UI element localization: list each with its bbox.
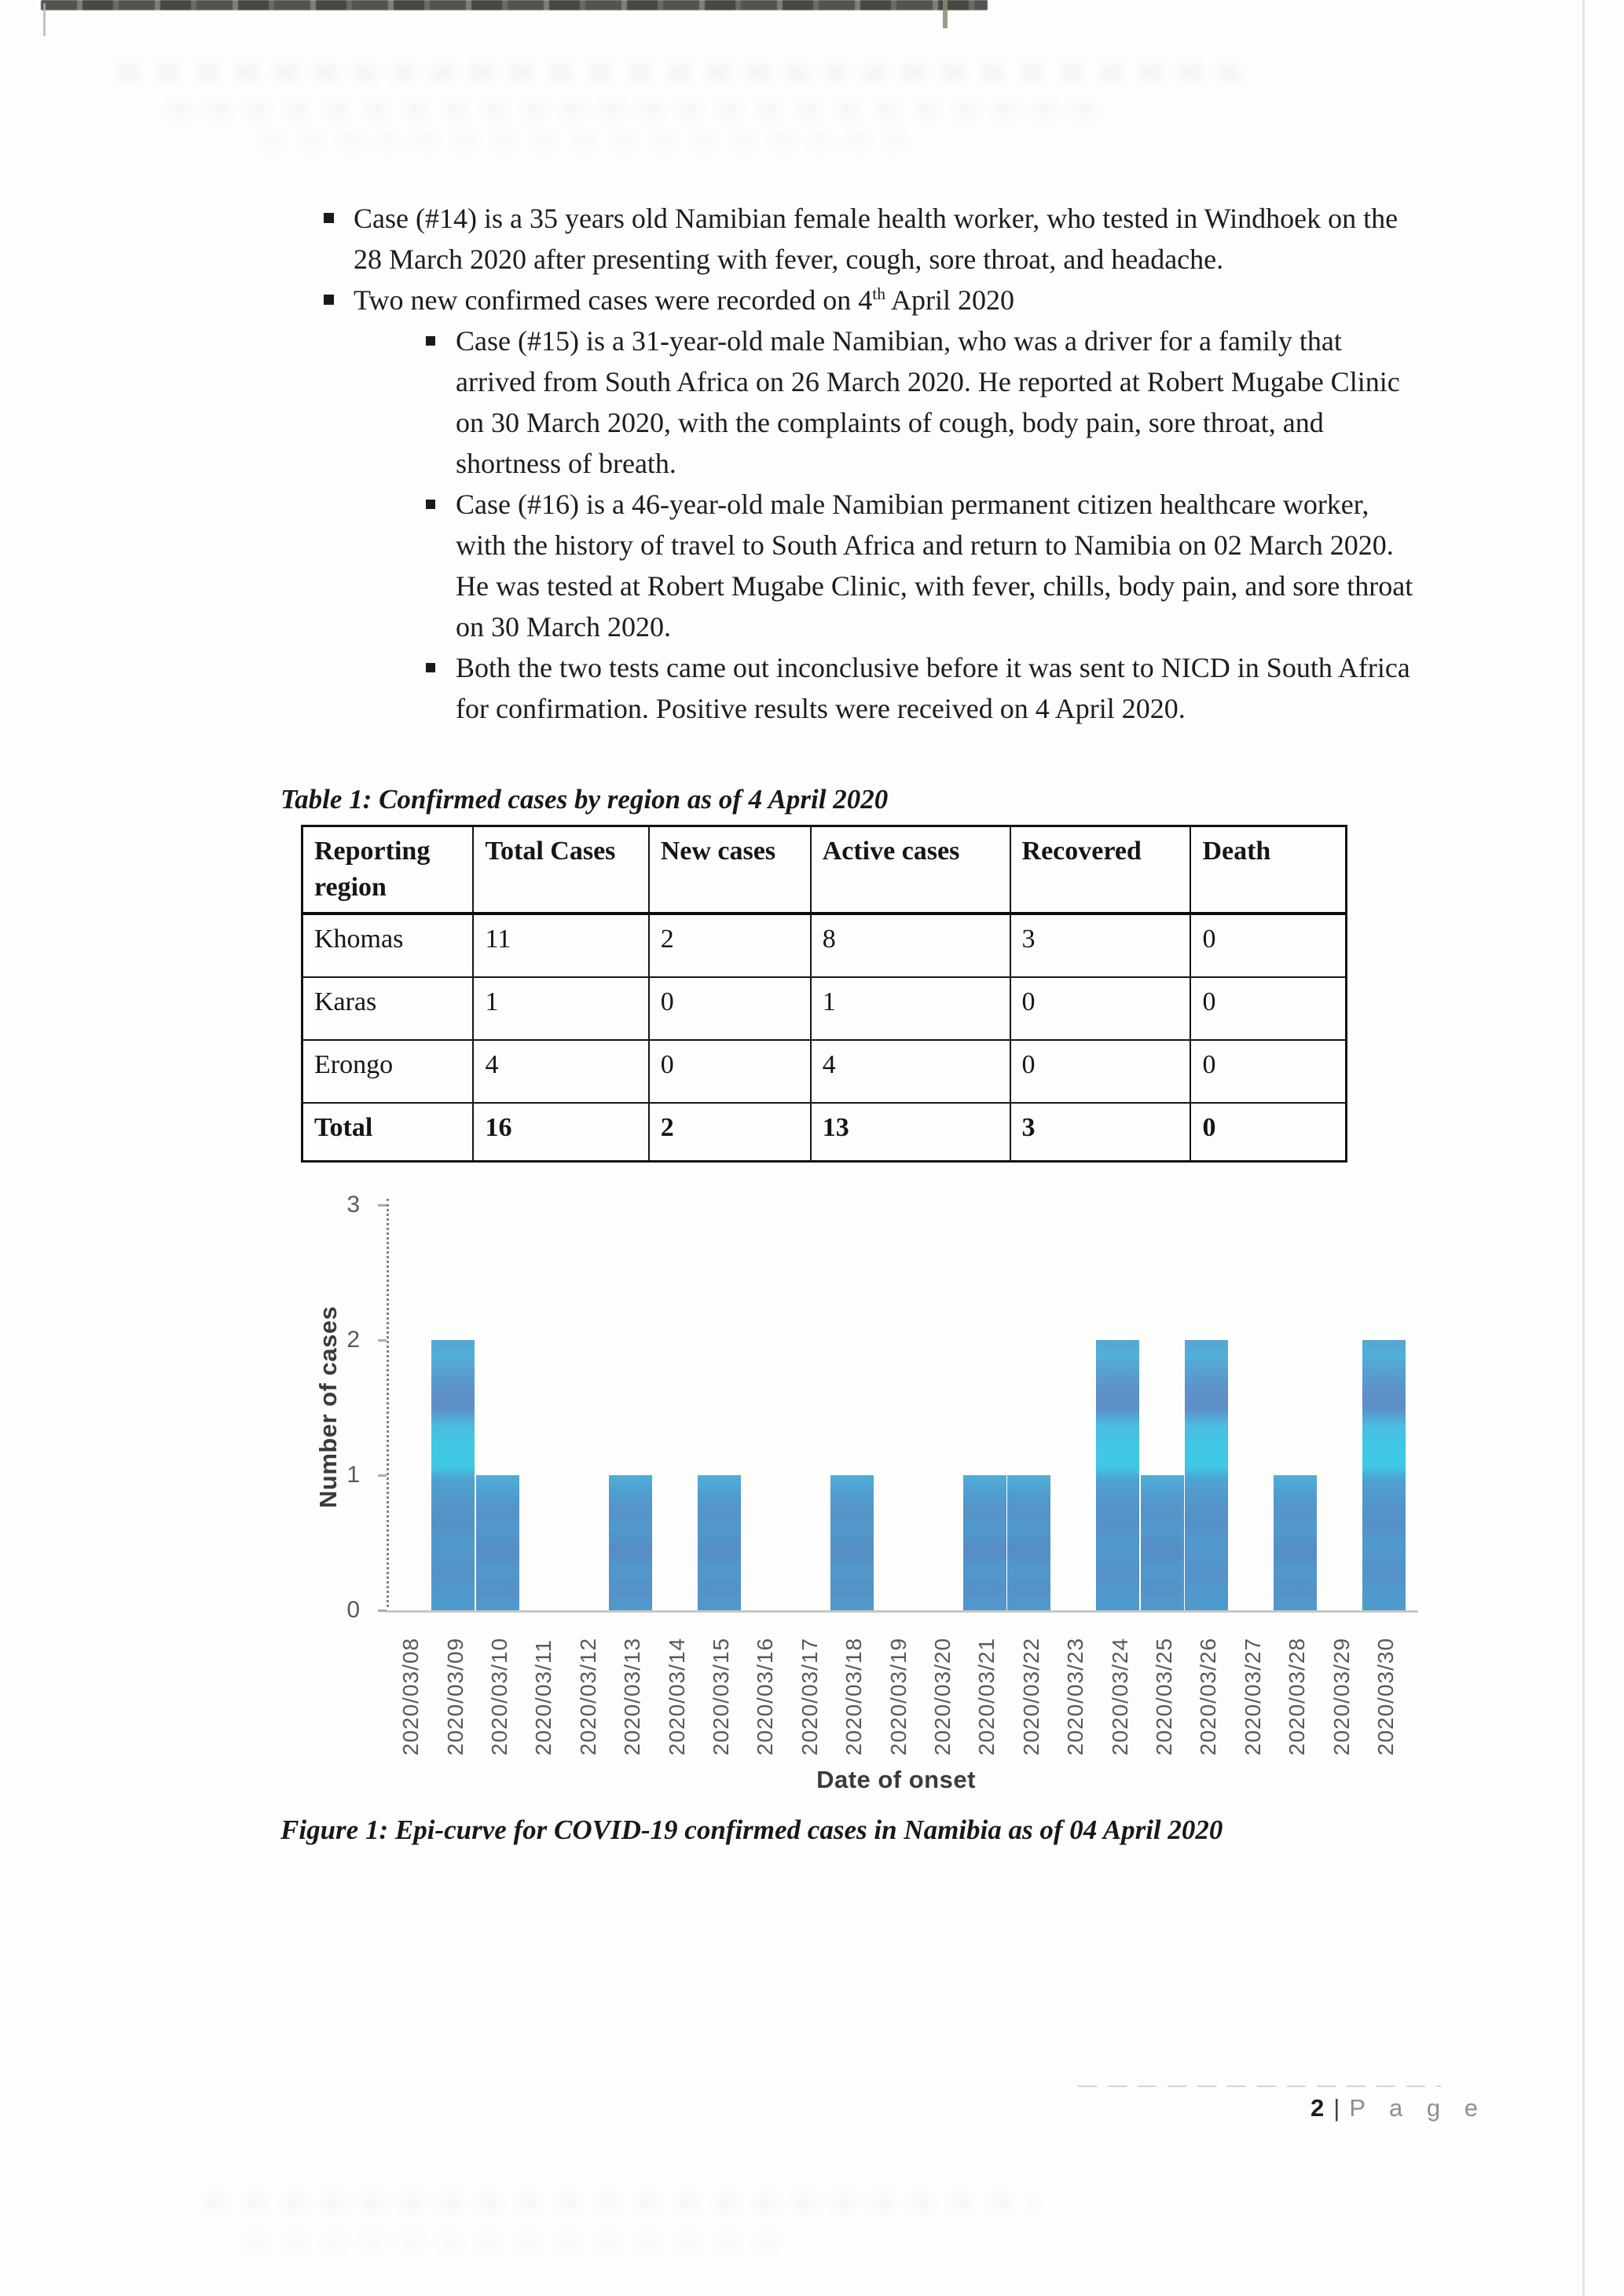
- value-cell: 4: [473, 1040, 648, 1103]
- value-cell: 4: [811, 1040, 1010, 1103]
- x-axis-line: [385, 1610, 1418, 1613]
- case-bullet-list: [322, 198, 1422, 729]
- bullet-text-segment: Both the two tests came out inconclusive before it was sent to NICD in South Africa for confirmation. Positive results were received on 4 April 2020.: [456, 652, 1410, 724]
- bleed-through-smudge: [259, 130, 904, 151]
- region-cell: Total: [302, 1103, 474, 1162]
- x-tick-label: 2020/03/21: [974, 1637, 999, 1756]
- bullet-text-segment: Case (#16) is a 46-year-old male Namibian permanent citizen healthcare worker, with the history of travel to South Africa and return to Namibia on 02 March 2020. He was tested at Robert Mugabe Clinic, with fever, chills, body pain, and sore throat on 30 March 2020.: [456, 489, 1413, 643]
- x-tick-label: 2020/03/22: [1018, 1637, 1043, 1756]
- x-tick-label: 2020/03/19: [885, 1637, 911, 1756]
- x-tick-label: 2020/03/27: [1240, 1637, 1265, 1756]
- x-tick-label: 2020/03/09: [442, 1637, 467, 1756]
- x-tick-label: 2020/03/24: [1107, 1637, 1132, 1756]
- value-cell: 16: [473, 1103, 648, 1162]
- bar-2020/03/18: [830, 1475, 874, 1610]
- footer-separator: |: [1333, 2094, 1340, 2122]
- column-header: Death: [1190, 826, 1346, 914]
- x-tick-label: 2020/03/29: [1329, 1637, 1354, 1756]
- bullet-text-segment: Case (#15) is a 31-year-old male Namibian, who was a driver for a family that arrived from South Africa on 26 March 2020. He reported at Robert Mugabe Clinic on 30 March 2020, with the complaints of cough, body pain, sore throat, and shortness of breath.: [456, 325, 1400, 479]
- epi-curve-chart: [299, 1186, 1446, 1818]
- footer-divider-line: [1078, 2085, 1441, 2087]
- bullet-square-icon: [424, 484, 456, 647]
- y-tick-label: 2: [346, 1327, 360, 1353]
- bar-2020/03/15: [698, 1475, 741, 1610]
- bullet-text-segment: Two new confirmed cases were recorded on 4: [354, 284, 873, 316]
- bullet-item: [322, 647, 1422, 729]
- y-tick-mark: [378, 1474, 387, 1477]
- value-cell: 0: [1010, 977, 1191, 1040]
- table-title: Table 1: Confirmed cases by region as of 4 April 2020: [280, 784, 889, 815]
- bar-2020/03/13: [609, 1475, 652, 1610]
- value-cell: 0: [1190, 1103, 1346, 1162]
- bullet-square-icon: [424, 320, 456, 484]
- bleed-through-smudge: [244, 2232, 794, 2253]
- region-cell: Khomas: [302, 914, 474, 977]
- value-cell: 2: [649, 1103, 811, 1162]
- column-header: New cases: [649, 826, 811, 914]
- column-header: Recovered: [1010, 826, 1191, 914]
- bar-2020/03/25: [1141, 1475, 1184, 1610]
- region-cell: Erongo: [302, 1040, 474, 1103]
- bleed-through-smudge: [118, 63, 1241, 83]
- figure-caption: Figure 1: Epi-curve for COVID-19 confirmed cases in Namibia as of 04 April 2020: [280, 1814, 1223, 1845]
- value-cell: 3: [1010, 1103, 1191, 1162]
- scan-artifact-tick: [943, 0, 948, 28]
- x-tick-label: 2020/03/26: [1196, 1637, 1221, 1756]
- bar-2020/03/24: [1096, 1340, 1139, 1610]
- bar-2020/03/22: [1007, 1475, 1050, 1610]
- bullet-item: [322, 280, 1422, 320]
- x-tick-label: 2020/03/14: [664, 1637, 689, 1756]
- value-cell: 0: [1190, 914, 1346, 977]
- value-cell: 13: [811, 1103, 1010, 1162]
- value-cell: 0: [649, 977, 811, 1040]
- table-row: [302, 977, 1347, 1040]
- bar-2020/03/09: [431, 1340, 475, 1610]
- x-tick-label: 2020/03/17: [797, 1637, 822, 1756]
- column-header: Reporting region: [302, 826, 474, 914]
- value-cell: 8: [811, 914, 1010, 977]
- table-row: [302, 1040, 1347, 1103]
- bullet-text: [456, 647, 1422, 729]
- region-cell: Karas: [302, 977, 474, 1040]
- bullet-text-segment: April 2020: [885, 284, 1015, 316]
- y-axis-line: [387, 1199, 389, 1613]
- value-cell: 0: [1190, 977, 1346, 1040]
- y-tick-mark: [378, 1339, 387, 1342]
- confirmed-cases-table: [301, 825, 1347, 1163]
- x-axis-title: Date of onset: [816, 1766, 976, 1793]
- table-row: [302, 1103, 1347, 1162]
- bleed-through-smudge: [169, 99, 1096, 119]
- bullet-square-icon: [424, 647, 456, 729]
- value-cell: 0: [649, 1040, 811, 1103]
- value-cell: 0: [1010, 1040, 1191, 1103]
- y-tick-mark: [378, 1609, 387, 1612]
- bullet-item: [322, 198, 1422, 280]
- bullet-text: [354, 280, 1422, 320]
- bleed-through-smudge: [204, 2193, 1037, 2214]
- bullet-text: [456, 320, 1422, 484]
- scan-artifact-right-edge: [1582, 0, 1585, 2296]
- bar-2020/03/10: [476, 1475, 519, 1610]
- bullet-square-icon: [322, 198, 354, 280]
- scan-artifact-top-bar: [41, 0, 988, 10]
- column-header: Total Cases: [473, 826, 648, 914]
- bullet-square-icon: [322, 280, 354, 320]
- bullet-text: [354, 198, 1422, 280]
- x-tick-label: 2020/03/30: [1373, 1637, 1398, 1756]
- y-axis-title: Number of cases: [314, 1305, 342, 1508]
- x-tick-label: 2020/03/18: [841, 1637, 867, 1756]
- bullet-text: [456, 484, 1422, 647]
- bullet-item: [322, 320, 1422, 484]
- x-tick-label: 2020/03/23: [1063, 1637, 1088, 1756]
- y-tick-label: 1: [346, 1462, 360, 1488]
- x-tick-label: 2020/03/08: [398, 1637, 423, 1756]
- x-tick-label: 2020/03/28: [1285, 1637, 1310, 1756]
- table-row: [302, 914, 1347, 977]
- value-cell: 1: [811, 977, 1010, 1040]
- x-tick-label: 2020/03/10: [487, 1637, 511, 1756]
- bar-2020/03/30: [1362, 1340, 1406, 1610]
- x-tick-label: 2020/03/13: [620, 1637, 645, 1756]
- value-cell: 3: [1010, 914, 1191, 977]
- table-body: [302, 914, 1347, 1162]
- value-cell: 2: [649, 914, 811, 977]
- bar-2020/03/26: [1185, 1340, 1228, 1610]
- superscript-ordinal: th: [872, 284, 885, 303]
- footer-page-label: P a g e: [1349, 2094, 1487, 2122]
- y-tick-label: 3: [346, 1192, 360, 1218]
- y-tick-mark: [378, 1204, 387, 1207]
- page-footer: [1311, 2094, 1487, 2122]
- bar-2020/03/21: [963, 1475, 1006, 1610]
- page-number: 2: [1311, 2094, 1325, 2122]
- x-tick-label: 2020/03/12: [575, 1637, 600, 1756]
- x-tick-label: 2020/03/16: [753, 1637, 778, 1756]
- scan-artifact-left-mark: [43, 3, 46, 36]
- x-tick-label: 2020/03/25: [1152, 1637, 1176, 1756]
- column-header: Active cases: [811, 826, 1010, 914]
- bullet-item: [322, 484, 1422, 647]
- y-tick-label: 0: [346, 1597, 360, 1623]
- bar-2020/03/28: [1274, 1475, 1317, 1610]
- table-header-row: [302, 826, 1347, 914]
- bullet-text-segment: Case (#14) is a 35 years old Namibian female health worker, who tested in Windhoek on the 28 March 2020 after presenting with fever, cough, sore throat, and headache.: [354, 203, 1399, 275]
- value-cell: 1: [473, 977, 648, 1040]
- value-cell: 11: [473, 914, 648, 977]
- x-tick-label: 2020/03/11: [531, 1639, 556, 1756]
- x-tick-label: 2020/03/15: [709, 1637, 733, 1756]
- table-head: [302, 826, 1347, 914]
- x-tick-label: 2020/03/20: [930, 1637, 955, 1756]
- value-cell: 0: [1190, 1040, 1346, 1103]
